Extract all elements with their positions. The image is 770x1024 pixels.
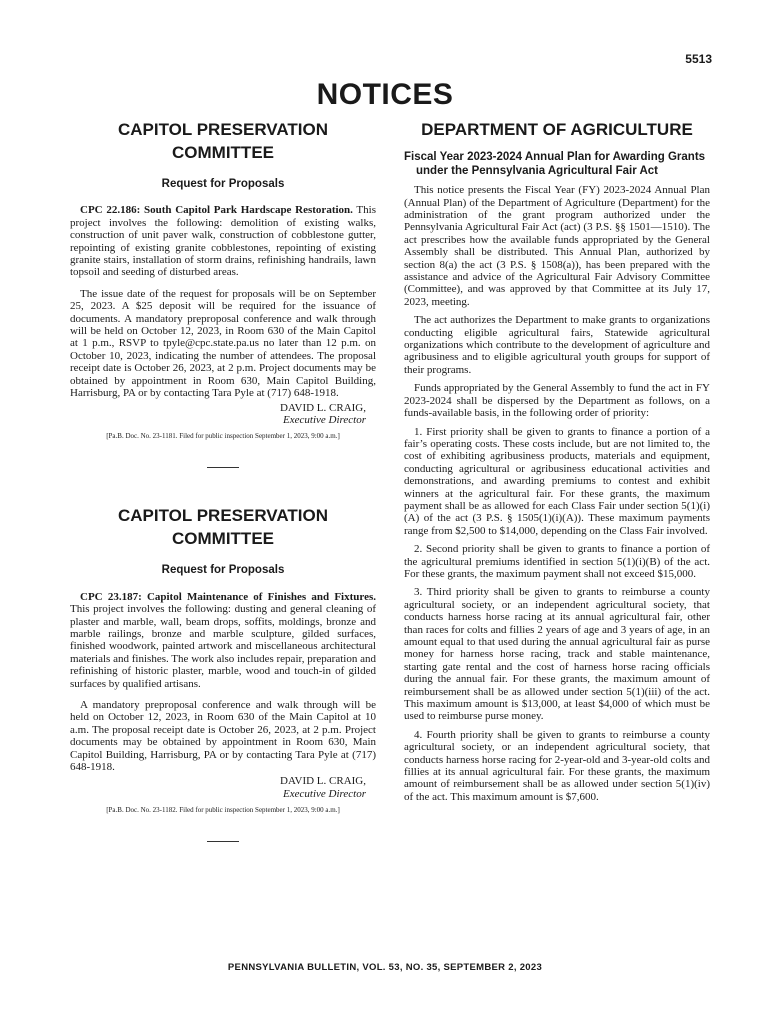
project-paragraph [70, 204, 376, 278]
doc-filing-line: [Pa.B. Doc. No. 23-1182. Filed for public inspection September 1, 2023, 9:00 a.m.] [106, 806, 340, 815]
page-number: 5513 [685, 52, 712, 66]
project-description: This project involves the following: demolition of existing walks, construction of unit paver walk, construction of cobblestone gutter, repointing of existing granite cobblestones, repointing of existing granite stairs, installation of storm drains, refinishing handrails, lawn topsoil and seeding of disturbed areas. [70, 204, 376, 279]
section-divider [207, 467, 239, 468]
left-column [70, 118, 376, 842]
notice-subheading: Fiscal Year 2023-2024 Annual Plan for Awarding Grants under the Pennsylvania Agricultural Fair Act [404, 151, 706, 177]
doc-filing-line: [Pa.B. Doc. No. 23-1181. Filed for public inspection September 1, 2023, 9:00 a.m.] [106, 432, 340, 441]
priority-paragraph: 3. Third priority shall be given to grants to reimburse a county agricultural society, or an independent agricultural society, that conducts harness horse racing at its annual agricultural fair, other than races for colts and fillies 2 years of age and 3 years of age, in an amount equal to that used during the annual agricultural fair as purse money for harness horse racing, track and stable maintenance, starting gate rental and the cost of harness horse racing officials during the annual fair. For these grants, the maximum amount of reimbursement shall be as allowed under section 5(1)(iii) of the act. This maximum amount is $13,000, at least $4,000 of which must be used to reimburse purse money. [404, 586, 710, 723]
project-id: CPC 23.187: Capitol Maintenance of Finishes and Fixtures. [80, 590, 376, 603]
signer-title: Executive Director [283, 413, 366, 426]
agency-heading: CAPITOL PRESERVATION COMMITTEE [117, 506, 329, 549]
priority-paragraph: 4. Fourth priority shall be given to grants to reimburse a county agricultural society, or an independent agricultural society, that conducts harness horse racing for 2-year-old and 3-year-old colts and fillies at its annual agricultural fair. For these grants, the maximum amount of reimbursement shall be as allowed under section 5(1)(iv) of the act. This maximum amount is $7,600. [404, 728, 710, 803]
details-paragraph: The issue date of the request for proposals will be on September 25, 2023. A $25 deposit will be required for the issuance of documents. A mandatory preproposal conference and walk through will be held on October 12, 2023, in Room 630 of the Main Capitol at 1 p.m., RSVP to tpyle@cpc.state.pa.us no later than 12 p.m. on October 10, 2023, indicating the number of attendees. The proposal receipt date is October 26, 2023, at 2 p.m. Project documents may be obtained by appointment in Room 630, Main Capitol Building, Harrisburg, PA or by contacting Tara Pyle at (717) 648-1918. [70, 287, 376, 400]
project-description: This project involves the following: dusting and general cleaning of plaster and marble, wall, beam drops, soffits, moldings, bronze and marble railings, bronze and marble sculpture, gilded surfaces, finished woodwork, painted artwork and miscellaneous architectural materials and finishes. The work also includes repair, preparation and refinishing of historic plaster, marble, wood and touch-in of gilded surfaces by qualified artisans. [70, 603, 376, 690]
department-heading: DEPARTMENT OF AGRICULTURE [421, 120, 693, 139]
priority-paragraph: 1. First priority shall be given to grants to finance a portion of a fair’s operating costs. These costs include, but are not limited to, the cost of exhibiting agribusiness products, materials and equipment, conducting agricultural or agribusiness educational activities and demonstrations, and awarding premiums to contest and exhibit winners at the agricultural fair. For these grants, the maximum payment shall be as allowed for each Class Fair under section 5(1)(i)(A) of the act (3 P.S. § 1505(1)(i)(A)). These maximum payments range from $2,500 to $14,000, depending on the Class Fair involved. [404, 425, 710, 537]
project-paragraph [70, 591, 376, 690]
bulletin-footer: PENNSYLVANIA BULLETIN, VOL. 53, NO. 35, SEPTEMBER 2, 2023 [227, 962, 543, 973]
body-paragraph: The act authorizes the Department to make grants to organizations conducting eligible agricultural fairs, Statewide agricultural organizations which contribute to the development of agriculture and agribusiness and to eligible agricultural youth groups for support of their programs. [404, 314, 710, 376]
priority-paragraph: 2. Second priority shall be given to grants to finance a portion of the agricultural premiums identified in section 5(1)(i)(B) of the act. For these grants, the maximum payment shall not exceed $15,000. [404, 543, 710, 580]
right-column [404, 118, 710, 803]
section-divider [207, 841, 239, 842]
signer-name: DAVID L. CRAIG, [280, 775, 366, 788]
signer-title: Executive Director [283, 787, 366, 800]
signer-name: DAVID L. CRAIG, [280, 401, 366, 414]
signature [70, 402, 376, 427]
body-paragraph: Funds appropriated by the General Assembly to fund the act in FY 2023-2024 shall be dispersed by the Department as follows, on a funds-available basis, in the following order of priority: [404, 382, 710, 420]
details-paragraph: A mandatory preproposal conference and walk through will be held on October 12, 2023, in Room 630 of the Main Capitol at 10 a.m. The proposal receipt date is October 26, 2023, at 2 p.m. Project documents may be obtained by appointment in Room 630, Main Capitol Building, Harrisburg, PA or by contacting Tara Pyle at (717) 648-1918. [70, 698, 376, 773]
rfp-heading: Request for Proposals [161, 564, 285, 577]
project-id: CPC 22.186: South Capitol Park Hardscape Restoration. [80, 204, 353, 217]
body-paragraph: This notice presents the Fiscal Year (FY) 2023-2024 Annual Plan (Annual Plan) of the Department of Agriculture (Department) for the administration of the grant program authorized under the Pennsylvania Agricultural Fair Act (act) (3 P.S. §§ 1501—1510). The act prescribes how the available funds appropriated by the General Assembly shall be distributed. This Annual Plan, authorized by section 8(a) the act (3 P.S. § 1508(a)), has been prepared with the assistance and advice of the Agricultural Fair Advisory Committee (Committee), and was approved by that Committee at its July 17, 2023, meeting. [404, 184, 710, 308]
signature [70, 775, 376, 800]
agency-heading: CAPITOL PRESERVATION COMMITTEE [117, 120, 329, 162]
rfp-heading: Request for Proposals [161, 178, 285, 190]
section-title: NOTICES [316, 78, 454, 111]
